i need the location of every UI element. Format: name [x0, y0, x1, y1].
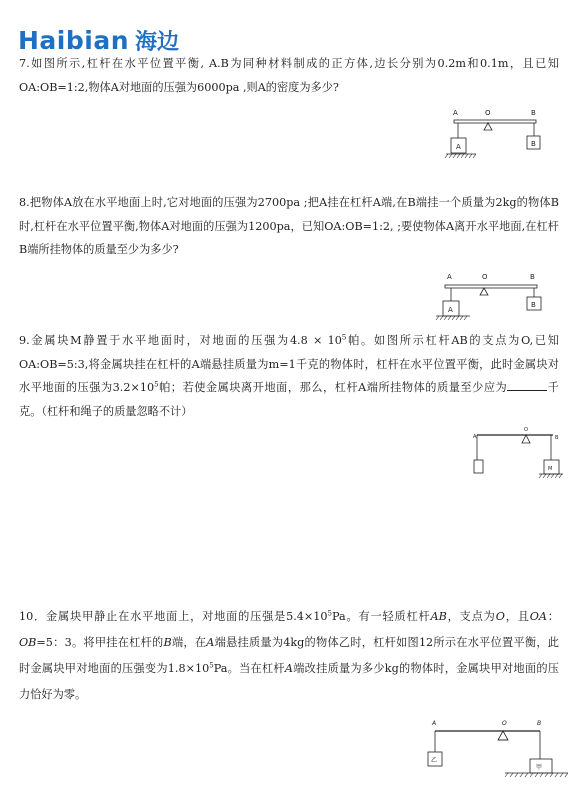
fig8-fulcrum: [480, 288, 488, 295]
q10-part7: 端，在: [171, 636, 207, 649]
q10-ab: AB: [430, 610, 447, 623]
fig9-label-a: A: [473, 434, 477, 440]
fig10-label-o: O: [502, 720, 507, 727]
q10-part1: 10．金属块甲静止在水平地面上，对地面的压强是5.4×10: [19, 610, 328, 623]
fig10-label-a: A: [432, 720, 437, 727]
fig9-box-m-label: M: [548, 466, 553, 472]
fig8-box-a-label: A: [448, 306, 453, 314]
fig7-label-b: B: [531, 109, 536, 117]
logo-cjk-text: 海边: [135, 29, 180, 55]
problem-8-text: 8.把物体A放在水平地面上时,它对地面的压强为2700pa ;把A挂在杠杆A端,在B端挂一个质量为2kg的物体B时,杠杆在水平位置平衡,物体A对地面的压强为1200pa，已知OA:OB=1:2, ;要使物体A离开水平地面,在杠杆B端所挂物体的质量至少为多少?: [19, 196, 559, 256]
q10-part2: Pa。有一轻质杠杆: [332, 610, 431, 623]
q10-part4: ，且: [504, 610, 530, 623]
fig9-label-o: O: [524, 427, 528, 433]
q9-part3: 帕；若使金属块离开地面，那么，杠杆A端所挂物体的质量至少应为: [158, 381, 508, 394]
fig7-lever: [454, 120, 536, 123]
q9-part4: 千克。（杠杆和绳子的质量忽略不计）: [19, 381, 559, 418]
fig10-fulcrum: [498, 731, 508, 740]
problem-9-text: [19, 329, 559, 423]
fig8-label-a: A: [447, 273, 452, 281]
q10-b1: B: [163, 636, 172, 649]
problem-10-text: [19, 604, 559, 708]
fig9-hanging-box: [474, 460, 483, 473]
q10-part5: ：: [546, 610, 559, 623]
q10-part9: Pa。当在杠杆: [213, 662, 285, 675]
q10-o: O: [495, 610, 505, 623]
logo-latin-text: Haibian: [18, 25, 129, 55]
fig10-label-b: B: [537, 720, 542, 727]
answer-blank[interactable]: [507, 378, 547, 391]
q10-part6: =5：3。将甲挂在杠杆的: [36, 636, 164, 649]
q9-exp1: 5: [341, 333, 347, 342]
q10-a1: A: [206, 636, 215, 649]
problem-9-lever-diagram: [467, 424, 567, 486]
fig8-box-b-label: B: [531, 301, 536, 309]
problem-10-lever-diagram: [420, 716, 570, 784]
q10-part3: ，支点为: [446, 610, 496, 623]
fig7-label-a: A: [453, 109, 458, 117]
q9-exp2: 5: [154, 380, 159, 389]
q10-exp2: 5: [209, 661, 214, 670]
q10-part10: 端改挂质量为多少kg的物体时，金属块甲对地面的压力恰好为零。: [19, 662, 559, 701]
fig7-fulcrum: [484, 123, 492, 130]
fig7-box-a-label: A: [456, 143, 461, 151]
fig9-fulcrum: [522, 435, 530, 443]
q10-part8: 端悬挂质量为4kg的物体乙时，杠杆如图12所示在水平位置平衡，此时金属块甲对地面的压强变为1.8×10: [19, 636, 559, 675]
problem-7-text: 7.如图所示,杠杆在水平位置平衡, A.B为同种材料制成的正方体,边长分别为0.2m和0.1m，且已知OA:OB=1:2,物体A对地面的压强为6000pa ,则A的密度为多少?: [19, 57, 559, 94]
fig8-lever: [445, 285, 537, 288]
fig7-label-o: O: [485, 109, 491, 117]
fig7-box-b-label: B: [531, 140, 536, 148]
problem-7-lever-diagram: [440, 104, 550, 164]
q10-oa: OA: [529, 610, 547, 623]
fig8-label-o: O: [482, 273, 488, 281]
q10-exp1: 5: [327, 609, 332, 618]
q10-ob: OB: [19, 636, 37, 649]
fig10-box-yi-label: 乙: [431, 757, 438, 764]
problem-8-lever-diagram: [430, 270, 550, 325]
q9-part2: 帕。如图所示杠杆AB的支点为O,已知OA:OB=5:3,将金属块挂在杠杆的A端悬挂质量为m=1千克的物体时，杠杆在水平位置平衡，此时金属块对水平地面的压强为3.2×10: [19, 334, 559, 394]
fig10-box-jia-label: 甲: [536, 764, 543, 771]
q9-part1: 9.金属块M静置于水平地面时，对地面的压强为4.8 × 10: [19, 334, 342, 347]
fig9-label-b: B: [555, 435, 559, 441]
fig8-label-b: B: [530, 273, 535, 281]
q10-a2: A: [284, 662, 293, 675]
